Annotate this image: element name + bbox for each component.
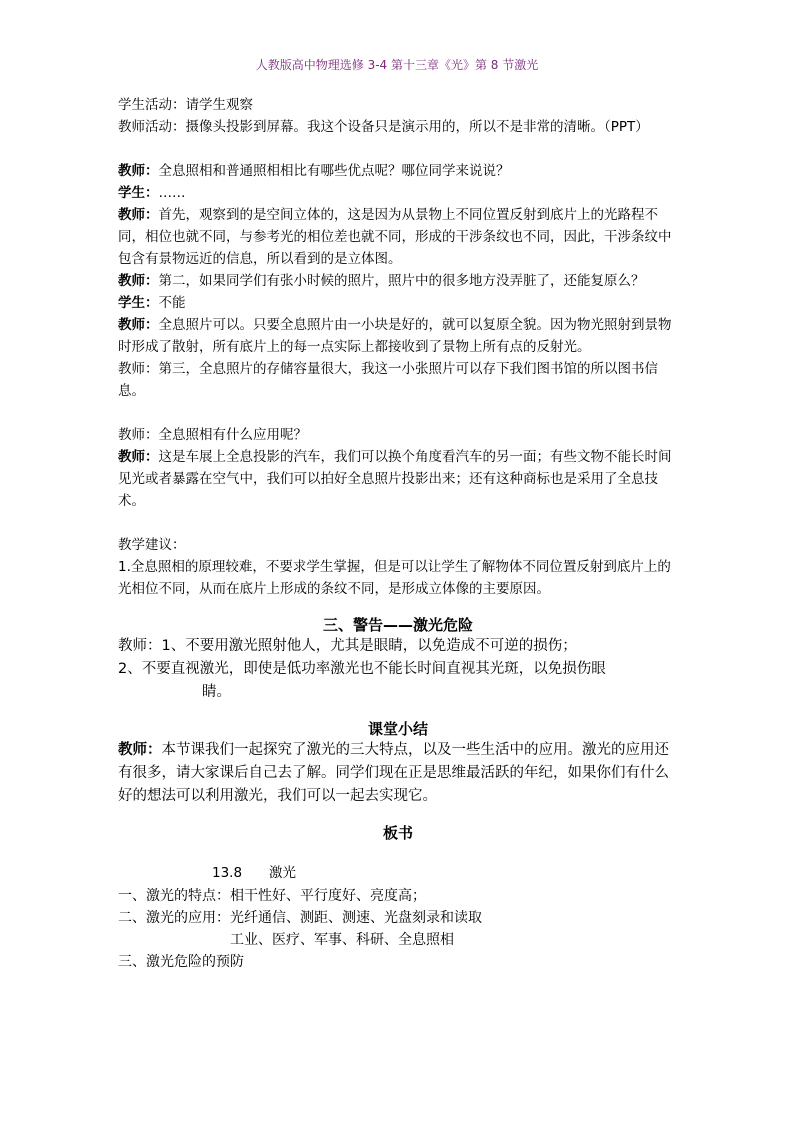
dialogue-line: 教师：全息照相有什么应用呢？ [118,427,307,443]
dialogue-line: 教师：第三，全息照片的存储容量很大，我这一小张照片可以存下我们图书馆的所以图书信息。 [118,361,658,399]
dialogue-text: 不能 [158,295,186,311]
warning-line: 2、不要直视激光，即使是低功率激光也不能长时间直视其光斑，以免损伤眼 [118,661,606,677]
speaker-label: 学生： [118,295,159,311]
dialogue-text: 第二，如果同学们有张小时候的照片，照片中的很多地方没弄脏了，还能复原么？ [158,273,645,289]
speaker-label: 教师： [118,207,159,223]
dialogue-text: …… [158,185,186,201]
board-line: 工业、医疗、军事、科研、全息照相 [230,932,454,948]
dialogue-line [118,446,678,512]
dialogue-text: 首先，观察到的是空间立体的，这是因为从景物上不同位置反射到底片上的光路程不同，相位也就不同，与参考光的相位差也就不同，形成的干涉条纹也不同，因此，干涉条纹中包含有景物远近的信息，所以看到的是立体图。 [118,207,672,267]
page-header: 人教版高中物理选修 3-4 第十三章《光》第 8 节激光 [255,58,539,72]
dialogue-line [118,292,678,314]
speaker-label: 教师： [118,163,159,179]
dialogue-line [118,270,678,292]
dialogue-line [118,160,678,182]
speaker-label: 学生： [118,185,159,201]
teaching-suggestion-label: 教学建议： [118,537,186,553]
dialogue-text: 这是车展上全息投影的汽车，我们可以换个角度看汽车的另一面；有些文物不能长时间见光或者暴露在空气中，我们可以拍好全息照片投影出来；还有这种商标也是采用了全息技术。 [118,449,672,509]
warning-line: 睛。 [202,684,231,700]
teacher-activity-line: 教师活动：摄像头投影到屏幕。我这个设备只是演示用的，所以不是非常的清晰。（PPT） [118,119,649,135]
student-activity-line: 学生活动：请学生观察 [118,97,253,113]
summary-paragraph [118,739,678,808]
board-line: 三、激光危险的预防 [118,954,244,970]
board-subtitle: 13.8 激光 [212,865,297,881]
section-heading-warning: 三、警告——激光危险 [322,616,473,634]
dialogue-text: 全息照相和普通照相相比有哪些优点呢？哪位同学来说说？ [158,163,510,179]
dialogue-line [118,314,678,358]
dialogue-line [118,182,678,204]
document-body [118,94,678,973]
warning-line: 教师：1、不要用激光照射他人，尤其是眼睛，以免造成不可逆的损伤； [118,638,577,654]
speaker-label: 教师： [118,449,159,465]
board-line: 二、激光的应用：光纤通信、测距、测速、光盘刻录和读取 [118,910,482,926]
dialogue-line [118,204,678,270]
teaching-suggestion-text: 1.全息照相的原理较难，不要求学生掌握，但是可以让学生了解物体不同位置反射到底片上的光相位不同，从而在底片上形成的条纹不同，是形成立体像的主要原因。 [118,559,671,597]
summary-text: 本节课我们一起探究了激光的三大特点，以及一些生活中的应用。激光的应用还有很多，请大家课后自己去了解。同学们现在正是思维最活跃的年纪，如果你们有什么好的想法可以利用激光，我们可以一起去实现它。 [118,742,669,804]
section-heading-summary: 课堂小结 [367,720,428,738]
speaker-label: 教师： [118,742,162,758]
speaker-label: 教师： [118,317,159,333]
speaker-label: 教师： [118,273,159,289]
section-heading-board: 板书 [382,824,413,842]
board-line: 一、激光的特点：相干性好、平行度好、亮度高； [118,888,426,904]
dialogue-text: 全息照片可以。只要全息照片由一小块是好的，就可以复原全貌。因为物光照射到景物时形成了散射，所有底片上的每一点实际上都接收到了景物上所有点的反射光。 [118,317,672,355]
